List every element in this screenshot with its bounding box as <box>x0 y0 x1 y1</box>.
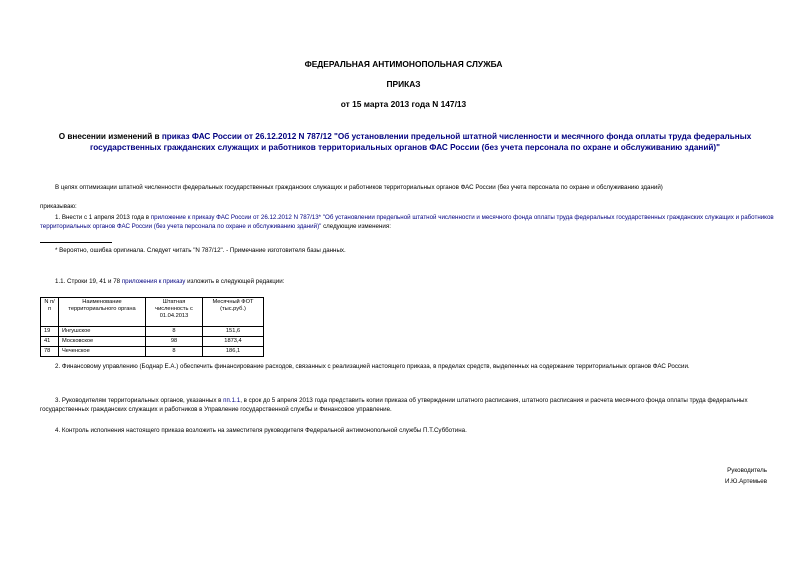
col-header-number: N п/п <box>41 298 59 327</box>
document-type: ПРИКАЗ <box>386 79 421 89</box>
clause-1-1-link[interactable]: пп.1.1 <box>223 397 241 404</box>
col-header-organ: Наименование территориального органа <box>59 298 146 327</box>
cell-number: 41 <box>41 337 59 347</box>
signature-position: Руководитель <box>727 467 767 474</box>
cell-number: 19 <box>41 327 59 337</box>
paragraph-1-1 <box>55 277 755 286</box>
paragraph-3-suffix: , в срок до 5 апреля 2013 года представить копии приказа об утверждении штатного расписания, штатного расписания и расчета месячного фонда оплаты труда федеральных государственных гражданских служащих и работников в Управление государственной службы и Финансовое управление. <box>40 397 748 413</box>
staffing-table <box>40 297 264 357</box>
cell-organ: Ингушское <box>59 327 146 337</box>
document-date-number: от 15 марта 2013 года N 147/13 <box>340 99 467 109</box>
title-order-link[interactable]: приказ ФАС России от 26.12.2012 N 787/12 "Об установлении предельной штатной численности и месячного фонда оплаты труда федеральных государственных гражданских служащих и работников территориальных органов ФАС России (без учета персонала по охране и обслуживанию зданий)" <box>89 132 752 152</box>
appendix-order-link[interactable]: приложения к приказу <box>121 278 186 285</box>
col-header-payroll: Месячный ФОТ (тыс.руб.) <box>203 298 264 327</box>
paragraph-3 <box>40 396 770 414</box>
paragraph-1-suffix: следующие изменения: <box>321 223 391 230</box>
table-row <box>41 337 264 347</box>
document-title <box>40 131 770 153</box>
cell-payroll: 1873,4 <box>203 337 264 347</box>
cell-organ: Чеченское <box>59 347 146 357</box>
cell-staff: 98 <box>146 337 203 347</box>
paragraph-3-prefix: 3. Руководителям территориальных органов, указанных в <box>55 397 224 404</box>
footnote-separator <box>40 242 112 243</box>
paragraph-1-1-suffix: изложить в следующей редакции: <box>185 278 285 285</box>
cell-staff: 8 <box>146 347 203 357</box>
orders-word: приказываю: <box>40 203 77 210</box>
cell-payroll: 186,1 <box>203 347 264 357</box>
footnote: * Вероятно, ошибка оригинала. Следует читать "N 787/12". - Примечание изготовителя базы данных. <box>55 247 346 254</box>
table-row <box>41 347 264 357</box>
paragraph-1-prefix: 1. Внести с 1 апреля 2013 года в <box>55 214 151 221</box>
paragraph-4: 4. Контроль исполнения настоящего приказа возложить на заместителя руководителя Федеральной антимонопольной службы П.Т.Субботина. <box>55 427 467 434</box>
cell-payroll: 151,6 <box>203 327 264 337</box>
col-header-staff: Штатная численность с 01.04.2013 <box>146 298 203 327</box>
table-header-row <box>41 298 264 327</box>
appendix-link[interactable]: приложение к приказу ФАС России от 26.12.2012 N 787/13* "Об установлении предельной штатной численности и месячного фонда оплаты труда федеральных государственных гражданских служащих и работников территориальных органов ФАС России (без учета персонала по охране и обслуживанию зданий)" <box>40 214 774 230</box>
paragraph-2: 2. Финансовому управлению (Боднар Е.А.) обеспечить финансирование расходов, связанных с реализацией настоящего приказа, в пределах средств, выделенных на содержание территориальных органов ФАС России. <box>55 363 690 370</box>
cell-staff: 8 <box>146 327 203 337</box>
cell-number: 78 <box>41 347 59 357</box>
paragraph-1-1-prefix: 1.1. Строки 19, 41 и 78 <box>55 278 122 285</box>
intro-paragraph: В целях оптимизации штатной численности федеральных государственных гражданских служащих и работников территориальных органов ФАС России (без учета персонала по охране и обслуживанию зданий) <box>55 184 663 191</box>
cell-organ: Московское <box>59 337 146 347</box>
table-row <box>41 327 264 337</box>
agency-name: ФЕДЕРАЛЬНАЯ АНТИМОНОПОЛЬНАЯ СЛУЖБА <box>304 59 503 69</box>
signature-name: И.Ю.Артемьев <box>725 478 767 485</box>
title-prefix: О внесении изменений в <box>58 132 162 141</box>
paragraph-1 <box>40 213 775 231</box>
